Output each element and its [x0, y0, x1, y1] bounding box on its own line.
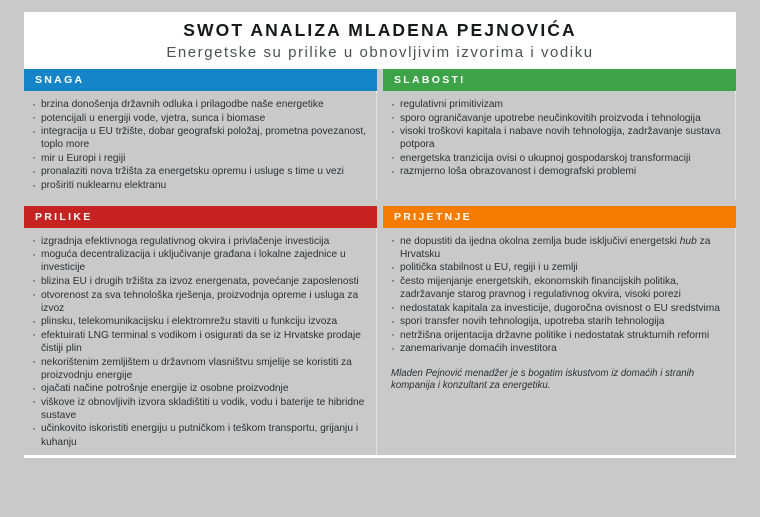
list-item: · zanemarivanje domaćih investitora — [389, 342, 727, 355]
quadrant-strengths-header — [24, 69, 377, 91]
list-item: · sporo ograničavanje upotrebe neučinkovitih proizvoda i tehnologija — [389, 112, 727, 125]
quadrant-opportunities — [24, 206, 380, 456]
quadrant-threats-label: PRIJETNJE — [394, 210, 472, 223]
list-item: · ojačati načine potrošnje energije iz osobne proizvodnje — [30, 382, 368, 395]
quadrant-weaknesses-body — [383, 91, 736, 199]
list-item: · pronalaziti nova tržišta za energetsku opremu i usluge s time u vezi — [30, 165, 368, 178]
list-item: · nekorištenim zemljištem u državnom vlasništvu smjelije se koristiti za proizvodnju energije — [30, 356, 368, 382]
list-item: · otvorenost za sva tehnološka rješenja, proizvodnja opreme i usluga za izvoz — [30, 289, 368, 315]
list-item: · netržišna orijentacija državne politike i nedostatak strukturnih reformi — [389, 329, 727, 342]
strengths-list — [30, 98, 368, 192]
list-item: · proširiti nuklearnu elektranu — [30, 179, 368, 192]
swot-grid — [24, 69, 736, 458]
list-item: · nedostatak kapitala za investicije, dugoročna ovisnost o EU sredstvima — [389, 302, 727, 315]
quadrant-opportunities-body — [24, 228, 377, 456]
quadrant-weaknesses-header — [383, 69, 736, 91]
quadrant-threats-header — [383, 206, 736, 228]
list-item: · brzina donošenja državnih odluka i prilagodbe naše energetike — [30, 98, 368, 111]
weaknesses-list — [389, 98, 727, 179]
threats-list — [389, 235, 727, 356]
list-item: · plinsku, telekomunikacijsku i elektromrežu staviti u funkciju izvoza — [30, 315, 368, 328]
swot-poster — [24, 12, 736, 495]
quadrant-threats-body — [383, 228, 736, 456]
list-item: · regulativni primitivizam — [389, 98, 727, 111]
list-item: · visoki troškovi kapitala i nabave novih tehnologija, zadržavanje sustava potpora — [389, 125, 727, 151]
quadrant-strengths-label: SNAGA — [35, 74, 85, 86]
list-item: · blizina EU i drugih tržišta za izvoz energenata, povećanje zaposlenosti — [30, 275, 368, 288]
quadrant-weaknesses — [380, 69, 736, 199]
row-divider — [24, 199, 736, 206]
bottom-rule — [24, 455, 736, 458]
list-item: · efektuirati LNG terminal s vodikom i osigurati da se iz Hrvatske prodaje čistiji plin — [30, 329, 368, 355]
list-item: · razmjerno loša obrazovanost i demografski problemi — [389, 165, 727, 178]
author-note: Mladen Pejnović menadžer je s bogatim iskustvom iz domaćih i stranih kompanija i konzultant za energetiku. — [391, 367, 695, 391]
quadrant-opportunities-header — [24, 206, 377, 228]
list-item: · potencijali u energiji vode, vjetra, sunca i biomase — [30, 112, 368, 125]
quadrant-strengths — [24, 69, 380, 199]
list-item: · učinkovito iskoristiti energiju u putničkom i teškom transportu, grijanju i kuhanju — [30, 422, 368, 448]
quadrant-threats — [380, 206, 736, 456]
list-item: · integracija u EU tržište, dobar geografski položaj, prometna povezanost, toplo more — [30, 125, 368, 151]
swot-row-bottom — [24, 206, 736, 456]
list-item: · mir u Europi i regiji — [30, 152, 368, 165]
list-item: · spori transfer novih tehnologija, upotreba starih tehnologija — [389, 315, 727, 328]
list-item: · politička stabilnost u EU, regiji i u zemlji — [389, 261, 727, 274]
list-item: · izgradnja efektivnoga regulativnog okvira i privlačenje investicija — [30, 235, 368, 248]
list-item: · energetska tranzicija ovisi o ukupnoj gospodarskoj transformaciji — [389, 152, 727, 165]
list-item: · moguća decentralizacija i uključivanje građana i lokalne zajednice u investicije — [30, 248, 368, 274]
quadrant-strengths-body — [24, 91, 377, 199]
page-subtitle: Energetske su prilike u obnovljivim izvorima i vodiku — [166, 44, 594, 61]
quadrant-weaknesses-label: SLABOSTI — [394, 74, 466, 86]
list-item: · ne dopustiti da ijedna okolna zemlja bude isključivi energetski hub za Hrvatsku — [389, 235, 727, 261]
page-title: SWOT ANALIZA MLADENA PEJNOVIĆA — [183, 20, 577, 40]
title-band — [24, 12, 736, 69]
list-item: · često mijenjanje energetskih, ekonomskih financijskih politika, zadržavanje starog pravnog i regulativnog okvira, visoki porezi — [389, 275, 727, 301]
quadrant-opportunities-label: PRILIKE — [35, 210, 93, 223]
opportunities-list — [30, 235, 368, 449]
list-item: · viškove iz obnovljivih izvora skladištiti u vodik, vodu i baterije te hibridne sustave — [30, 396, 368, 422]
swot-row-top — [24, 69, 736, 199]
